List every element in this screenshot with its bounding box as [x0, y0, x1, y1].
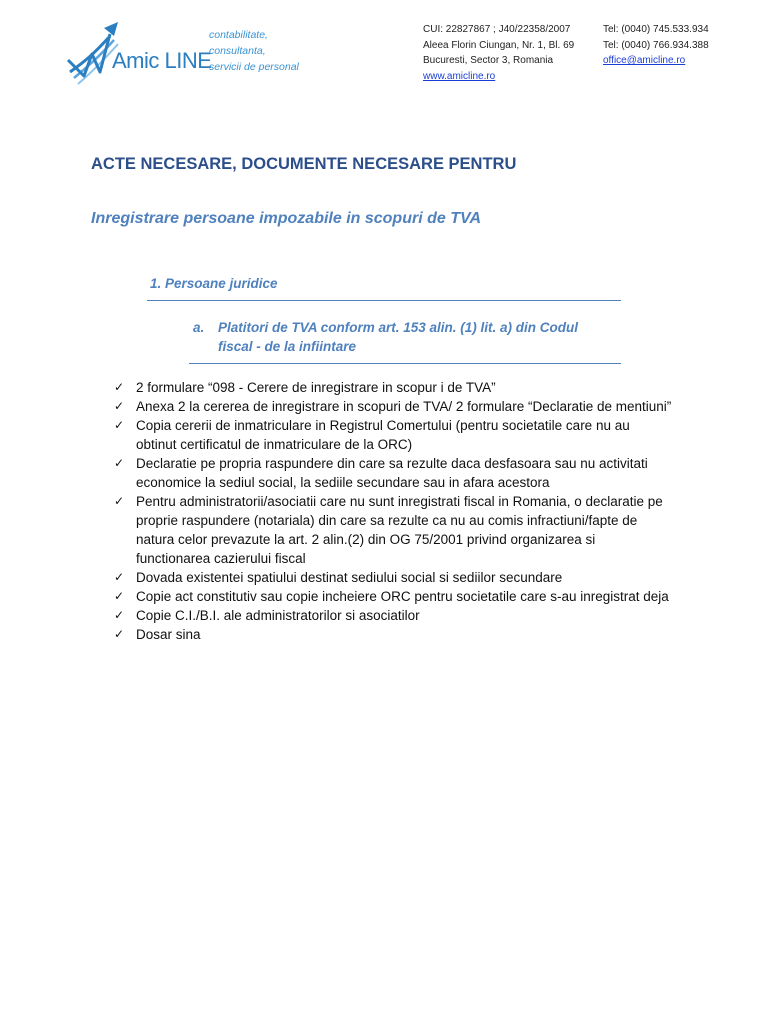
list-item-text: Copie act constitutiv sau copie incheiere ORC pentru societatile care s-au inregistrat deja [136, 589, 669, 604]
tagline-line: servicii de personal [209, 61, 299, 73]
list-item-text: Dosar sina [136, 627, 201, 642]
list-item-text: Copie C.I./B.I. ale administratorilor si asociatilor [136, 608, 420, 623]
list-item [113, 625, 673, 644]
tagline-line: contabilitate, [209, 29, 268, 41]
logo-name: Amic LINE [112, 48, 212, 73]
company-registration: CUI: 22827867 ; J40/22358/2007 [423, 24, 571, 35]
requirements-list [113, 378, 673, 644]
list-item [113, 606, 673, 625]
logo-tagline [209, 27, 299, 75]
list-item-text: 2 formulare “098 - Cerere de inregistrare in scopur i de TVA” [136, 380, 496, 395]
list-item-text: Copia cererii de inmatriculare in Registrul Comertului (pentru societatile care nu au obtinut certificatul de inmatriculare de la ORC) [136, 418, 630, 452]
check-icon: ✓ [114, 456, 125, 470]
check-icon: ✓ [114, 494, 125, 508]
check-icon: ✓ [114, 627, 125, 641]
list-item-text: Declaratie pe propria raspundere din care sa rezulte daca desfasoara sau nu activitati economice la sediul social, la sediile secundare sau in afara acestora [136, 456, 648, 490]
check-icon: ✓ [114, 608, 125, 622]
subsection-divider [189, 363, 621, 364]
subsection-marker: a. [193, 320, 205, 335]
list-item [113, 416, 673, 454]
check-icon: ✓ [114, 418, 125, 432]
list-item [113, 568, 673, 587]
check-icon: ✓ [114, 380, 125, 394]
list-item [113, 397, 673, 416]
check-icon: ✓ [114, 570, 125, 584]
document-subtitle: Inregistrare persoane impozabile in scopuri de TVA [91, 210, 482, 227]
list-item-text: Dovada existentei spatiului destinat sediului social si sediilor secundare [136, 570, 563, 585]
list-item [113, 454, 673, 492]
company-logo [64, 14, 314, 94]
check-icon: ✓ [114, 399, 125, 413]
section-divider [147, 300, 621, 301]
section-heading-persoane-juridice: 1. Persoane juridice [150, 276, 278, 291]
list-item [113, 378, 673, 397]
list-item [113, 492, 673, 568]
company-address-line: Aleea Florin Ciungan, Nr. 1, Bl. 69 [423, 39, 575, 51]
subsection-text: Platitori de TVA conform art. 153 alin. (1) lit. a) din Codul fiscal - de la infiintare [218, 320, 579, 354]
list-item [113, 587, 673, 606]
phone-2: Tel: (0040) 766.934.388 [603, 39, 709, 51]
company-address-city: Bucuresti, Sector 3, Romania [423, 55, 554, 66]
contact-info [603, 22, 709, 69]
subsection-heading [193, 318, 613, 356]
email-link[interactable]: office@amicline.ro [603, 55, 686, 66]
company-info [423, 22, 574, 84]
list-item-text: Pentru administratorii/asociatii care nu sunt inregistrati fiscal in Romania, o declaratie pe proprie raspundere (notariala) din care sa rezulte ca nu au comis infractiuni/fapte de natura celor prevazute la art. 2 alin.(2) din OG 75/2001 privind organizarea si functionarea cazierului fiscal [136, 494, 663, 566]
phone-1: Tel: (0040) 745.533.934 [603, 24, 709, 35]
check-icon: ✓ [114, 589, 125, 603]
document-title: ACTE NECESARE, DOCUMENTE NECESARE PENTRU [91, 155, 517, 173]
list-item-text: Anexa 2 la cererea de inregistrare in scopuri de TVA/ 2 formulare “Declaratie de mentiuni” [136, 399, 672, 414]
tagline-line: consultanta, [209, 45, 266, 57]
website-link[interactable]: www.amicline.ro [423, 70, 496, 82]
